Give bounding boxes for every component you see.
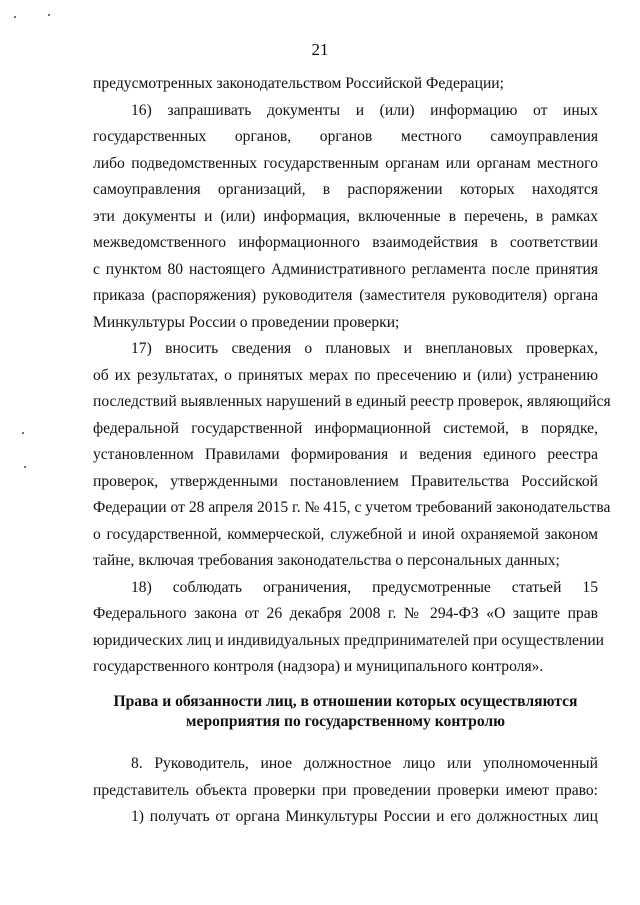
section-heading xyxy=(93,692,598,732)
text-line: межведомственного информационного взаимодействия в соответствии xyxy=(93,234,598,251)
text-line: Федерального закона от 26 декабря 2008 г. № 294-ФЗ «О защите прав xyxy=(93,605,598,622)
body-text-top xyxy=(93,71,611,681)
text-line: последствий выявленных нарушений в единый реестр проверок, являющийся xyxy=(93,393,611,410)
scan-speck xyxy=(48,14,50,16)
scan-speck xyxy=(22,432,24,434)
body-text-bottom xyxy=(93,751,598,831)
text-line: установленном Правилами формирования и ведения единого реестра xyxy=(93,446,598,463)
text-line: проверок, утвержденными постановлением Правительства Российской xyxy=(93,472,598,490)
page-number: 21 xyxy=(311,40,329,59)
section-heading-line: Права и обязанности лиц, в отношении которых осуществляются xyxy=(113,693,578,710)
text-line: государственного контроля (надзора) и муниципального контроля». xyxy=(93,658,544,675)
text-line: об их результатах, о принятых мерах по пресечению и (или) устранению xyxy=(93,366,598,384)
text-line: юридических лиц и индивидуальных предпринимателей при осуществлении xyxy=(93,631,605,649)
text-line: тайне, включая требования законодательства о персональных данных; xyxy=(93,552,560,569)
section-heading-line: мероприятия по государственному контролю xyxy=(185,713,506,730)
text-line: 16) запрашивать документы и (или) информацию от иных xyxy=(131,101,598,119)
text-line: Минкультуры России о проведении проверки; xyxy=(93,313,400,331)
text-line: эти документы и (или) информация, включенные в перечень, в рамках xyxy=(93,207,598,225)
text-line: либо подведомственных государственным органам или органам местного xyxy=(93,154,598,172)
scan-speck xyxy=(24,466,26,468)
text-line: о государственной, коммерческой, служебной и иной охраняемой законом xyxy=(93,525,598,543)
text-line: самоуправления организаций, в распоряжении которых находятся xyxy=(93,181,598,198)
text-line: предусмотренных законодательством Российской Федерации; xyxy=(93,75,504,92)
text-line: Федерации от 28 апреля 2015 г. № 415, с учетом требований законодательства xyxy=(93,499,611,516)
scan-speck xyxy=(14,16,16,18)
text-line: 17) вносить сведения о плановых и внеплановых проверках, xyxy=(131,340,598,357)
text-line: федеральной государственной информационной системой, в порядке, xyxy=(93,419,598,437)
text-line: государственных органов, органов местного самоуправления xyxy=(93,128,598,145)
text-line: 1) получать от органа Минкультуры России и его должностных лиц xyxy=(131,808,598,825)
text-line: представитель объекта проверки при проведении проверки имеют право: xyxy=(93,781,598,799)
text-line: приказа (распоряжения) руководителя (заместителя руководителя) органа xyxy=(93,287,598,304)
text-line: 8. Руководитель, иное должностное лицо или уполномоченный xyxy=(131,755,598,772)
text-line: 18) соблюдать ограничения, предусмотренные статьей 15 xyxy=(131,578,598,596)
text-line: с пунктом 80 настоящего Административного регламента после принятия xyxy=(93,260,598,278)
